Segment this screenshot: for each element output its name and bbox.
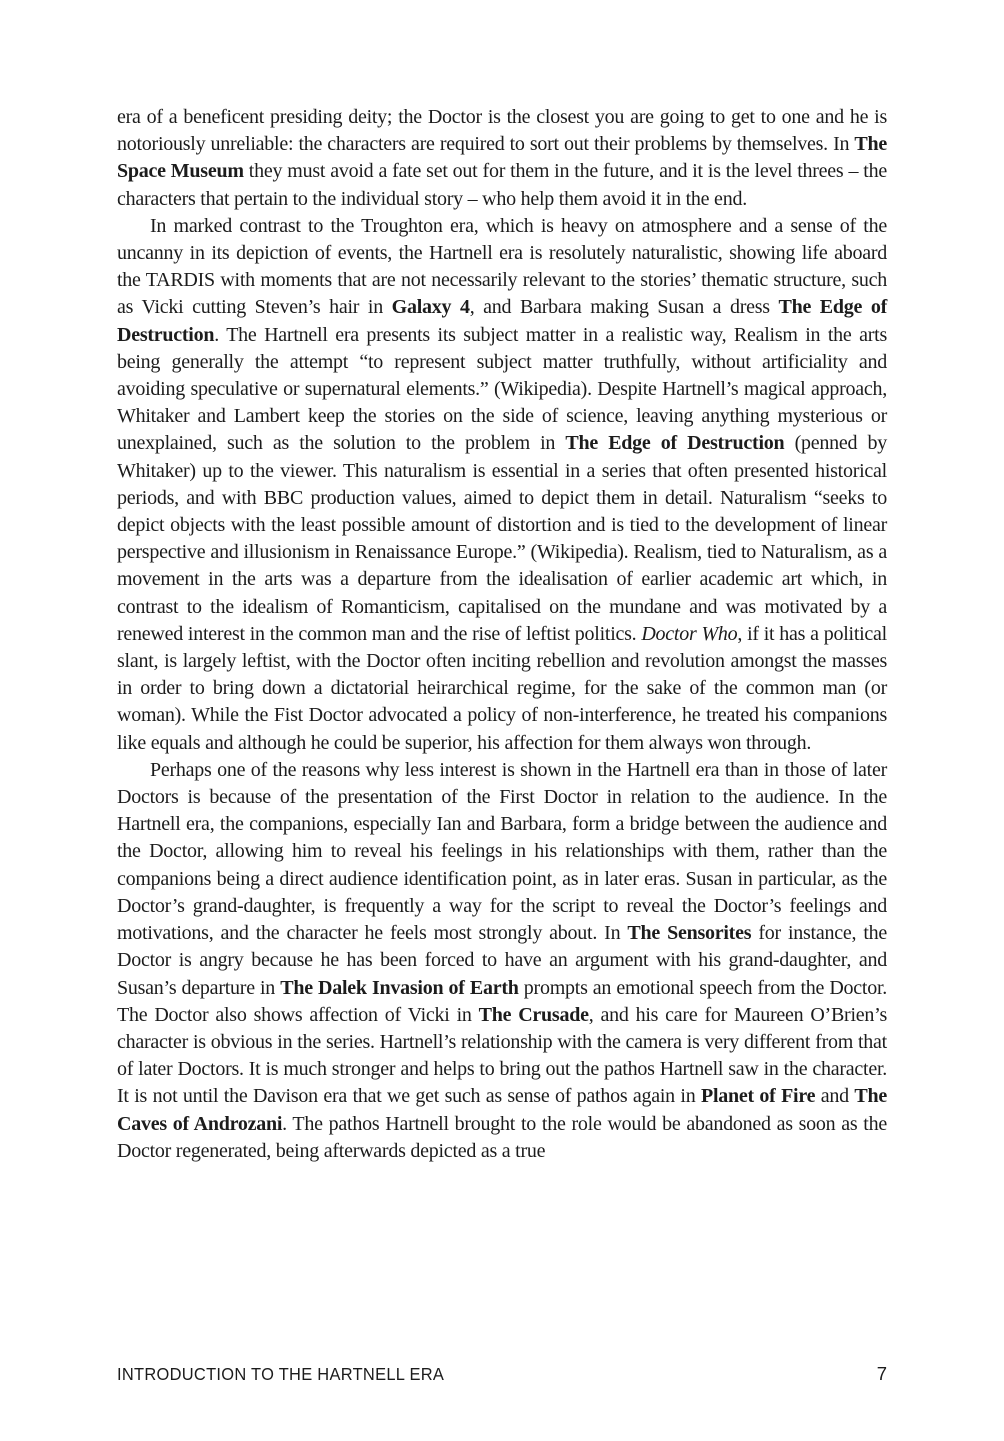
text-run: In marked contrast to the Troughton era, which is heavy on atmosphere and a sense of the uncanny in its depiction of events, the Hartnell era is resolutely naturalistic, showing life aboard the TARDIS with moments that are not necessarily relevant to the stories’ thematic structure, such as Vicki cutting Steven’s hair in bbox=[117, 214, 887, 319]
story-title-run: The Sensorites bbox=[627, 922, 752, 945]
page-footer bbox=[117, 1363, 887, 1385]
text-run: , and his care for Maureen O’Brien’s character is obvious in the series. Hartnell’s relationship with the camera is very different from that of later Doctors. It is much stronger and helps to bring out the pathos Hartnell saw in the character. It is not until the Davison era that we get such as sense of pathos again in bbox=[117, 1003, 887, 1108]
story-title-run: The Caves of Androzani bbox=[117, 1085, 887, 1135]
story-title-run: The Crusade bbox=[478, 1003, 589, 1026]
text-run: Perhaps one of the reasons why less interest is shown in the Hartnell era than in those of later Doctors is because of the presentation of the First Doctor in relation to the audience. In the Hartnell era, the companions, especially Ian and Barbara, form a bridge between the audience and the Doctor, allowing him to reveal his feelings in his relationships with them, rather than the companions being a direct audience identification point, as in later eras. Susan in particular, as the Doctor’s grand-daughter, is frequently a way for the script to reveal the Doctor’s feelings and motivations, and the character he feels most strongly about. In bbox=[117, 758, 887, 945]
story-title-run: The Edge of Destruction bbox=[565, 432, 785, 455]
page-number: 7 bbox=[876, 1363, 887, 1384]
text-run: . The pathos Hartnell brought to the role would be abandoned as soon as the Doctor regenerated, being afterwards depicted as a true bbox=[117, 1112, 887, 1162]
document-body bbox=[117, 104, 887, 1165]
paragraph bbox=[117, 104, 887, 213]
story-title-run: Galaxy 4 bbox=[391, 296, 470, 319]
text-run: they must avoid a fate set out for them in the future, and it is the level threes – the characters that pertain to the individual story – who help them avoid it in the end. bbox=[117, 160, 887, 210]
series-title-run: Doctor Who bbox=[641, 622, 738, 645]
story-title-run: The Space Museum bbox=[117, 133, 887, 183]
text-run: and bbox=[815, 1085, 855, 1108]
paragraph bbox=[117, 757, 887, 1165]
story-title-run: The Dalek Invasion of Earth bbox=[280, 976, 519, 999]
text-run: (penned by Whitaker) up to the viewer. This naturalism is essential in a series that often presented historical periods, and with BBC production values, aimed to depict them in detail. Naturalism “seeks to depict objects with the least possible amount of distortion and is tied to the development of linear perspective and illusionism in Renaissance Europe.” (Wikipedia). Realism, tied to Naturalism, as a movement in the arts was a departure from the idealisation of earlier academic art which, in contrast to the idealism of Romanticism, capitalised on the mundane and was motivated by a renewed interest in the common man and the rise of leftist politics. bbox=[117, 432, 887, 645]
text-run: , and Barbara making Susan a dress bbox=[469, 296, 779, 319]
text-run: , if it has a political slant, is largely leftist, with the Doctor often inciting rebellion and revolution amongst the masses in order to bring down a dictatorial heirarchical regime, for the sake of the common man (or woman). While the Fist Doctor advocated a policy of non-interference, he treated his companions like equals and although he could be superior, his affection for them always won through. bbox=[117, 622, 887, 754]
text-run: for instance, the Doctor is angry because he has been forced to have an argument with his grand-daughter, and Susan’s departure in bbox=[117, 922, 887, 999]
text-run: . The Hartnell era presents its subject matter in a realistic way, Realism in the arts being generally the attempt “to represent subject matter truthfully, without artificiality and avoiding speculative or supernatural elements.” (Wikipedia). Despite Hartnell’s magical approach, Whitaker and Lambert keep the stories on the side of science, leaving anything mysterious or unexplained, such as the solution to the problem in bbox=[117, 323, 887, 455]
text-run: prompts an emotional speech from the Doctor. The Doctor also shows affection of Vicki in bbox=[117, 976, 888, 1026]
running-title: INTRODUCTION TO THE HARTNELL ERA bbox=[117, 1364, 445, 1384]
story-title-run: Planet of Fire bbox=[700, 1085, 816, 1108]
story-title-run: The Edge of Destruction bbox=[117, 296, 887, 346]
paragraph bbox=[117, 213, 887, 757]
text-run: era of a beneficent presiding deity; the Doctor is the closest you are going to get to one and he is notoriously unreliable: the characters are required to sort out their problems by themselves. In bbox=[117, 106, 887, 156]
